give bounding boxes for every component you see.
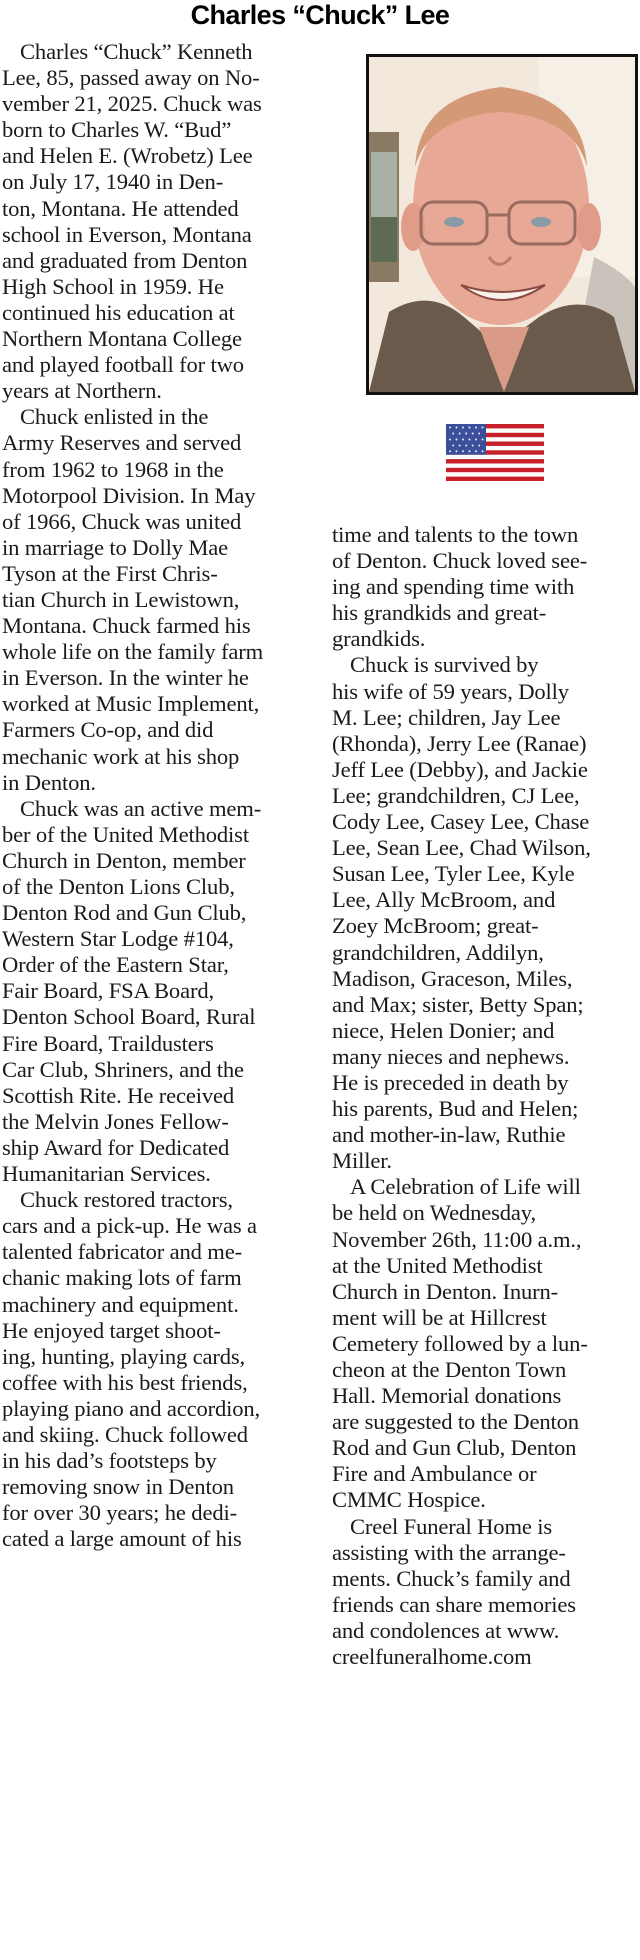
text-line: removing snow in Denton: [2, 1474, 234, 1500]
text-line: and graduated from Denton: [2, 247, 248, 273]
website-link[interactable]: creelfuneralhome.com: [332, 1644, 532, 1670]
text-line: Madison, Graceson, Miles,: [332, 965, 573, 991]
text-line: grandchildren, Addilyn,: [332, 939, 544, 965]
text-line: Charles “Chuck” Kenneth: [20, 39, 253, 64]
text-line: Chuck is survived by: [350, 652, 539, 678]
text-line: machinery and equipment.: [2, 1291, 239, 1317]
text-line: Northern Montana College: [2, 326, 242, 352]
text-line: ments. Chuck’s family and: [332, 1565, 571, 1591]
text-line: M. Lee; children, Jay Lee: [332, 704, 561, 730]
text-line: ing and spending time with: [332, 574, 575, 600]
text-line: of 1966, Chuck was united: [2, 508, 242, 534]
text-line: be held on Wednesday,: [332, 1200, 536, 1226]
text-line: ton, Montana. He attended: [2, 195, 239, 221]
text-line: He enjoyed target shoot-: [2, 1317, 221, 1343]
text-line: Chuck was an active mem-: [20, 795, 262, 821]
text-line: chanic making lots of farm: [2, 1265, 242, 1291]
text-line: tian Church in Lewistown,: [2, 586, 240, 612]
text-line: on July 17, 1940 in Den-: [2, 169, 224, 195]
text-line: his parents, Bud and Helen;: [332, 1096, 579, 1122]
text-line: (Rhonda), Jerry Lee (Ranae): [332, 730, 587, 756]
text-line: Cemetery followed by a lun-: [332, 1330, 588, 1356]
text-line: Jeff Lee (Debby), and Jackie: [332, 756, 588, 782]
text-line: and played football for two: [2, 352, 244, 378]
text-line: assisting with the arrange-: [332, 1539, 566, 1565]
text-line: Church in Denton. Inurn-: [332, 1278, 559, 1304]
text-line: of Denton. Chuck loved see-: [332, 548, 588, 574]
text-line: Chuck enlisted in the: [20, 404, 209, 430]
text-line: He is preceded in death by: [332, 1069, 569, 1095]
text-line: worked at Music Implement,: [2, 691, 260, 717]
text-line: in Everson. In the winter he: [2, 665, 249, 691]
text-line: Lee, 85, passed away on No-: [2, 65, 260, 91]
text-line: in Denton.: [2, 769, 96, 795]
text-line: niece, Helen Donier; and: [332, 1017, 555, 1043]
text-line: High School in 1959. He: [2, 273, 224, 299]
text-line: Denton Rod and Gun Club,: [2, 900, 247, 926]
text-line: time and talents to the town: [332, 522, 579, 547]
text-line: cheon at the Denton Town: [332, 1357, 567, 1382]
text-line: Cody Lee, Casey Lee, Chase: [332, 809, 590, 835]
text-line: are suggested to the Denton: [332, 1409, 579, 1435]
portrait-photo: [366, 54, 638, 395]
text-line: at the United Methodist: [332, 1252, 543, 1278]
text-line: Chuck restored tractors,: [20, 1187, 233, 1213]
text-line: Zoey McBroom; great-: [332, 913, 539, 939]
text-line: Lee; grandchildren, CJ Lee,: [332, 782, 580, 808]
text-line: ber of the United Methodist: [2, 821, 249, 847]
text-line: vember 21, 2025. Chuck was: [2, 91, 262, 117]
text-line: in his dad’s footsteps by: [2, 1448, 217, 1474]
text-line: from 1962 to 1968 in the: [2, 456, 224, 482]
text-line: Denton School Board, Rural: [2, 1004, 256, 1030]
american-flag-icon: [446, 424, 544, 481]
text-line: and skiing. Chuck followed: [2, 1421, 248, 1447]
text-line: Lee, Sean Lee, Chad Wilson,: [332, 835, 591, 861]
text-line: cars and a pick-up. He was a: [2, 1213, 257, 1239]
text-line: A Celebration of Life will: [350, 1174, 581, 1200]
text-line: Army Reserves and served: [2, 430, 242, 456]
text-line: the Melvin Jones Fellow-: [2, 1108, 229, 1134]
text-line: school in Everson, Montana: [2, 221, 252, 247]
text-line: many nieces and nephews.: [332, 1043, 570, 1069]
text-line: playing piano and accordion,: [2, 1395, 261, 1421]
text-line: Order of the Eastern Star,: [2, 952, 229, 978]
text-line: November 26th, 11:00 a.m.,: [332, 1226, 582, 1252]
text-line: Motorpool Division. In May: [2, 482, 256, 508]
text-line: CMMC Hospice.: [332, 1487, 486, 1513]
text-line: grandkids.: [332, 626, 426, 652]
text-line: born to Charles W. “Bud”: [2, 117, 232, 143]
text-line: and Helen E. (Wrobetz) Lee: [2, 143, 253, 169]
text-line: Fire and Ambulance or: [332, 1461, 537, 1487]
text-line: Humanitarian Services.: [2, 1161, 211, 1187]
text-line: his grandkids and great-: [332, 600, 547, 626]
text-line: years at Northern.: [2, 378, 162, 404]
text-line: Susan Lee, Tyler Lee, Kyle: [332, 861, 575, 887]
obituary-column-right: [332, 522, 638, 1670]
portrait-illustration: [369, 57, 635, 392]
text-line: Scottish Rite. He received: [2, 1082, 235, 1108]
text-line: friends can share memories: [332, 1591, 576, 1617]
text-line: Tyson at the First Chris-: [2, 560, 218, 586]
text-line: and mother-in-law, Ruthie: [332, 1122, 566, 1148]
text-line: Church in Denton, member: [2, 847, 246, 873]
obituary-title: Charles “Chuck” Lee: [190, 0, 450, 30]
text-line: Montana. Chuck farmed his: [2, 613, 251, 639]
text-line: for over 30 years; he dedi-: [2, 1500, 237, 1526]
text-line: his wife of 59 years, Dolly: [332, 678, 569, 704]
text-line: ship Award for Dedicated: [2, 1134, 230, 1160]
text-line: Miller.: [332, 1148, 392, 1174]
text-line: whole life on the family farm: [2, 639, 264, 665]
text-line: cated a large amount of his: [2, 1526, 242, 1552]
text-line: and condolences at www.: [332, 1617, 560, 1643]
text-line: Rod and Gun Club, Denton: [332, 1435, 577, 1461]
text-line: coffee with his best friends,: [2, 1369, 248, 1395]
text-line: and Max; sister, Betty Span;: [332, 991, 584, 1017]
text-line: continued his education at: [2, 299, 235, 325]
text-line: Western Star Lodge #104,: [2, 926, 234, 952]
text-line: ing, hunting, playing cards,: [2, 1343, 246, 1369]
text-line: Farmers Co-op, and did: [2, 717, 214, 743]
text-line: Creel Funeral Home is: [350, 1513, 553, 1539]
text-line: of the Denton Lions Club,: [2, 874, 235, 899]
text-line: in marriage to Dolly Mae: [2, 534, 229, 560]
text-line: mechanic work at his shop: [2, 743, 240, 769]
obituary-column-left: [2, 39, 320, 1552]
text-line: Fire Board, Traildusters: [2, 1030, 214, 1056]
text-line: ment will be at Hillcrest: [332, 1304, 547, 1330]
text-line: Car Club, Shriners, and the: [2, 1056, 244, 1082]
text-line: Hall. Memorial donations: [332, 1383, 562, 1409]
text-line: talented fabricator and me-: [2, 1239, 242, 1265]
text-line: Lee, Ally McBroom, and: [332, 887, 556, 913]
text-line: Fair Board, FSA Board,: [2, 978, 214, 1004]
